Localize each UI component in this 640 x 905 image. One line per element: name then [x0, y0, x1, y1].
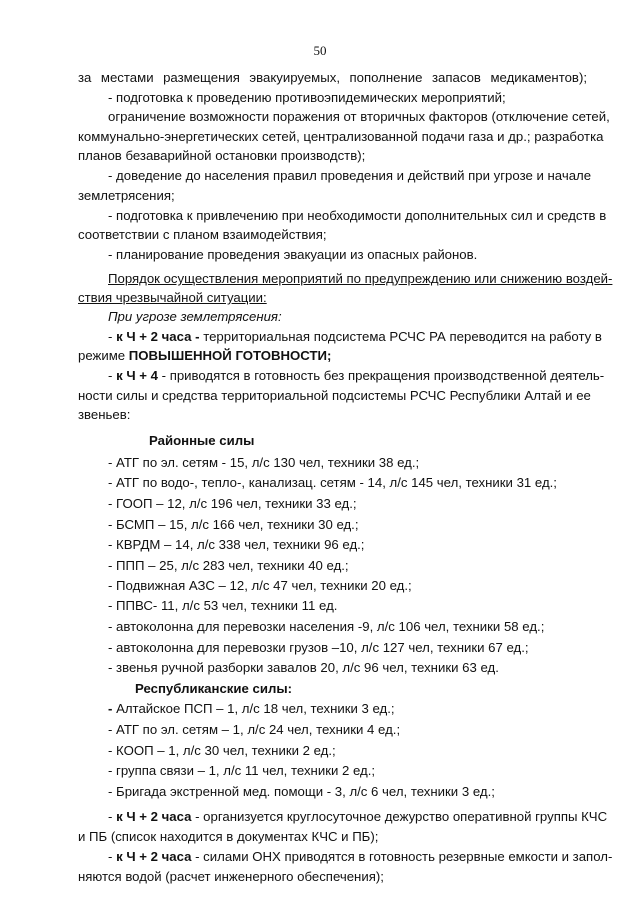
text-line: и ПБ (список находится в документах КЧС и ПБ); — [78, 829, 379, 844]
list-item: - КООП – 1, л/с 30 чел, техники 2 ед.; — [108, 743, 336, 758]
page-number: 50 — [313, 43, 327, 58]
subheading: При угрозе землетрясения: — [108, 309, 282, 324]
text-line: - к Ч + 4 - приводятся в готовность без прекращения производственной деятель- — [108, 368, 605, 383]
section-heading: Районные силы — [149, 433, 255, 448]
text-line: землетрясения; — [78, 188, 175, 203]
time-mark: к Ч + 4 — [116, 368, 158, 383]
text-line: за местами размещения эвакуируемых, пополнение запасов медикаментов); — [78, 70, 587, 85]
section-heading: Республиканские силы: — [135, 681, 292, 696]
text-line: няются водой (расчет инженерного обеспечения); — [78, 869, 384, 884]
text-line: соответствии с планом взаимодействия; — [78, 227, 327, 242]
text-line: - к Ч + 2 часа - силами ОНХ приводятся в готовность резервные емкости и запол- — [108, 849, 613, 864]
list-item: - ППП – 25, л/с 283 чел, техники 40 ед.; — [108, 558, 349, 573]
readiness-mode: ПОВЫШЕННОЙ ГОТОВНОСТИ; — [128, 348, 332, 363]
list-item: - группа связи – 1, л/с 11 чел, техники 2 ед.; — [108, 763, 376, 778]
text-line: ности силы и средства территориальной подсистемы РСЧС Республики Алтай и ее — [78, 388, 591, 403]
text-line: - к Ч + 2 часа - территориальная подсистема РСЧС РА переводится на работу в — [108, 329, 602, 344]
time-mark: к Ч + 2 часа — [116, 809, 192, 824]
list-item: - подготовка к привлечению при необходимости дополнительных сил и средств в — [108, 208, 607, 223]
text-line: - к Ч + 2 часа - организуется круглосуточное дежурство оперативной группы КЧС — [108, 809, 608, 824]
list-item: - доведение до населения правил проведения и действий при угрозе и начале — [108, 168, 592, 183]
text-line: планов безаварийной остановки производств); — [78, 148, 366, 163]
text-line: ограничение возможности поражения от вторичных факторов (отключение сетей, — [108, 109, 610, 124]
list-item: - АТГ по эл. сетям – 1, л/с 24 чел, техники 4 ед.; — [108, 722, 401, 737]
list-item: - ППВС- 11, л/с 53 чел, техники 11 ед. — [108, 598, 338, 613]
list-item: - планирование проведения эвакуации из опасных районов. — [108, 247, 478, 262]
time-mark: к Ч + 2 часа — [116, 329, 192, 344]
list-item: - автоколонна для перевозки населения -9, л/с 106 чел, техники 58 ед.; — [108, 619, 545, 634]
list-item: - АТГ по водо-, тепло-, канализац. сетям - 14, л/с 145 чел, техники 31 ед.; — [108, 475, 557, 490]
list-item: - БСМП – 15, л/с 166 чел, техники 30 ед.; — [108, 517, 359, 532]
list-item: - КВРДМ – 14, л/с 338 чел, техники 96 ед.; — [108, 537, 365, 552]
list-item: - автоколонна для перевозки грузов –10, л/с 127 чел, техники 67 ед.; — [108, 640, 529, 655]
list-item: - Алтайское ПСП – 1, л/с 18 чел, техники 3 ед.; — [108, 701, 395, 716]
text-line: звеньев: — [78, 407, 131, 422]
text-line: режиме ПОВЫШЕННОЙ ГОТОВНОСТИ; — [78, 348, 332, 363]
list-item: - Бригада экстренной мед. помощи - 3, л/с 6 чел, техники 3 ед.; — [108, 784, 495, 799]
list-item: - подготовка к проведению противоэпидемических мероприятий; — [108, 90, 506, 105]
list-item: - АТГ по эл. сетям - 15, л/с 130 чел, техники 38 ед.; — [108, 455, 420, 470]
section-heading: Порядок осуществления мероприятий по предупреждению или снижению воздей- — [108, 271, 613, 286]
section-heading: ствия чрезвычайной ситуации: — [78, 290, 267, 305]
list-item: - ГООП – 12, л/с 196 чел, техники 33 ед.; — [108, 496, 357, 511]
list-item: - звенья ручной разборки завалов 20, л/с 96 чел, техники 63 ед. — [108, 660, 499, 675]
time-mark: к Ч + 2 часа — [116, 849, 192, 864]
list-item: - Подвижная АЗС – 12, л/с 47 чел, техники 20 ед.; — [108, 578, 412, 593]
text-line: коммунально-энергетических сетей, централизованной подачи газа и др.; разработка — [78, 129, 604, 144]
